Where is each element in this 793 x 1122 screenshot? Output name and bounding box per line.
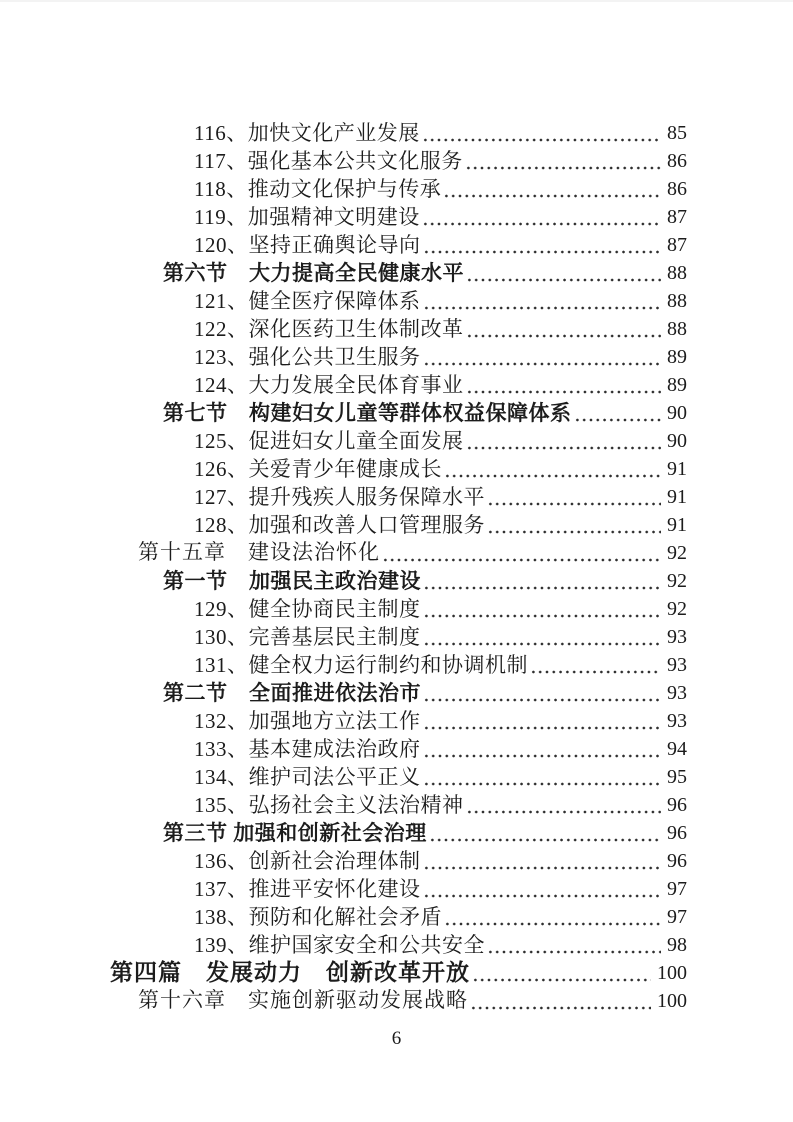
toc-entry bbox=[110, 455, 687, 483]
toc-leader-dots bbox=[423, 707, 662, 735]
toc-page-number: 87 bbox=[667, 234, 687, 256]
toc-leader-dots bbox=[423, 679, 661, 707]
toc-leader-dots bbox=[423, 595, 662, 623]
toc-entry bbox=[110, 987, 687, 1015]
toc-entry bbox=[110, 203, 687, 231]
toc-entry bbox=[110, 651, 687, 679]
toc-leader-dots bbox=[466, 315, 662, 343]
toc-entry-text: 117、强化基本公共文化服务 bbox=[194, 149, 463, 173]
toc-entry-text: 第一节 加强民主政治建设 bbox=[163, 569, 421, 593]
toc-entry bbox=[110, 763, 687, 791]
toc-page-number: 94 bbox=[667, 738, 687, 760]
toc-entry-text: 136、创新社会治理体制 bbox=[194, 849, 421, 873]
toc-page-number: 90 bbox=[667, 402, 687, 424]
toc-entry-text: 128、加强和改善人口管理服务 bbox=[194, 513, 485, 537]
toc-entry-text: 119、加强精神文明建设 bbox=[194, 205, 420, 229]
toc-entry bbox=[110, 511, 687, 539]
toc-entry-text: 127、提升残疾人服务保障水平 bbox=[194, 485, 485, 509]
toc-leader-dots bbox=[423, 231, 662, 259]
toc-entry bbox=[110, 819, 687, 847]
toc-entry bbox=[110, 931, 687, 959]
toc-leader-dots bbox=[487, 931, 661, 959]
toc-page-number: 97 bbox=[667, 878, 687, 900]
toc-entry-text: 116、加快文化产业发展 bbox=[194, 121, 420, 145]
footer-page-number: 6 bbox=[391, 1028, 402, 1049]
toc-entry-text: 135、弘扬社会主义法治精神 bbox=[194, 793, 464, 817]
toc-entry-text: 第二节 全面推进依法治市 bbox=[163, 681, 421, 705]
toc-page-number: 86 bbox=[667, 150, 687, 172]
toc-entry-text: 第四篇 发展动力 创新改革开放 bbox=[110, 960, 470, 985]
toc-page-number: 91 bbox=[667, 486, 687, 508]
toc-leader-dots bbox=[422, 119, 661, 147]
toc-entry-text: 126、关爱青少年健康成长 bbox=[194, 457, 442, 481]
toc-leader-dots bbox=[423, 763, 662, 791]
toc-leader-dots bbox=[429, 819, 661, 847]
toc-page-number: 89 bbox=[667, 346, 687, 368]
toc-leader-dots bbox=[466, 791, 662, 819]
toc-entry-text: 134、维护司法公平正义 bbox=[194, 765, 421, 789]
toc-leader-dots bbox=[530, 651, 661, 679]
toc-page-number: 96 bbox=[667, 822, 687, 844]
toc-entry bbox=[110, 959, 687, 987]
toc-entry bbox=[110, 259, 687, 287]
toc-entry bbox=[110, 567, 687, 595]
toc-leader-dots bbox=[423, 623, 662, 651]
toc-leader-dots bbox=[382, 539, 661, 567]
toc-page-number: 96 bbox=[667, 850, 687, 872]
toc-page-number: 90 bbox=[667, 430, 687, 452]
toc-leader-dots bbox=[423, 287, 662, 315]
toc-entry-text: 130、完善基层民主制度 bbox=[194, 625, 421, 649]
toc-entry-text: 第六节 大力提高全民健康水平 bbox=[163, 261, 464, 285]
toc-entry-text: 118、推动文化保护与传承 bbox=[194, 177, 442, 201]
toc-entry bbox=[110, 315, 687, 343]
toc-page-number: 88 bbox=[667, 262, 687, 284]
toc-entry-text: 123、强化公共卫生服务 bbox=[194, 345, 421, 369]
toc-entry bbox=[110, 791, 687, 819]
toc-page-number: 92 bbox=[667, 542, 687, 564]
toc-entry bbox=[110, 343, 687, 371]
toc-leader-dots bbox=[423, 735, 662, 763]
toc-entry-text: 第七节 构建妇女儿童等群体权益保障体系 bbox=[163, 401, 572, 425]
toc-entry-text: 129、健全协商民主制度 bbox=[194, 597, 421, 621]
toc-entry-text: 第三节 加强和创新社会治理 bbox=[163, 821, 427, 845]
toc-entry-text: 125、促进妇女儿童全面发展 bbox=[194, 429, 464, 453]
toc-entry bbox=[110, 427, 687, 455]
toc-page-number: 88 bbox=[667, 318, 687, 340]
toc-leader-dots bbox=[466, 371, 662, 399]
toc-page-number: 98 bbox=[667, 934, 687, 956]
toc-leader-dots bbox=[465, 147, 661, 175]
toc-page-number: 95 bbox=[667, 766, 687, 788]
toc-entry-text: 138、预防和化解社会矛盾 bbox=[194, 905, 442, 929]
toc-page-number: 91 bbox=[667, 458, 687, 480]
toc-entry bbox=[110, 875, 687, 903]
toc-page-number: 89 bbox=[667, 374, 687, 396]
toc-page-number: 96 bbox=[667, 794, 687, 816]
toc-leader-dots bbox=[487, 511, 661, 539]
toc-entry-text: 131、健全权力运行制约和协调机制 bbox=[194, 653, 528, 677]
toc-page-number: 100 bbox=[657, 962, 687, 984]
toc-entry bbox=[110, 231, 687, 259]
toc-page-number: 92 bbox=[667, 598, 687, 620]
toc-page-number: 93 bbox=[667, 626, 687, 648]
toc-leader-dots bbox=[443, 175, 661, 203]
toc-entry bbox=[110, 595, 687, 623]
toc-page-number: 100 bbox=[657, 990, 687, 1012]
toc-entry bbox=[110, 399, 687, 427]
toc-entry bbox=[110, 679, 687, 707]
toc-page-number: 86 bbox=[667, 178, 687, 200]
toc-page-number: 93 bbox=[667, 654, 687, 676]
toc-entry-text: 132、加强地方立法工作 bbox=[194, 709, 421, 733]
toc-entry bbox=[110, 119, 687, 147]
toc-page-number: 92 bbox=[667, 570, 687, 592]
toc-entry-text: 122、深化医药卫生体制改革 bbox=[194, 317, 464, 341]
toc-entry bbox=[110, 483, 687, 511]
toc-page-number: 88 bbox=[667, 290, 687, 312]
toc-list bbox=[110, 119, 687, 1015]
toc-page-number: 91 bbox=[667, 514, 687, 536]
toc-entry bbox=[110, 147, 687, 175]
toc-leader-dots bbox=[422, 203, 661, 231]
toc-entry bbox=[110, 847, 687, 875]
toc-leader-dots bbox=[423, 343, 662, 371]
toc-entry bbox=[110, 175, 687, 203]
toc-entry bbox=[110, 735, 687, 763]
toc-entry bbox=[110, 903, 687, 931]
toc-entry-text: 120、坚持正确舆论导向 bbox=[194, 233, 421, 257]
toc-entry-text: 124、大力发展全民体育事业 bbox=[194, 373, 464, 397]
toc-entry-text: 第十六章 实施创新驱动发展战略 bbox=[138, 989, 468, 1012]
toc-leader-dots bbox=[574, 399, 662, 427]
toc-entry bbox=[110, 371, 687, 399]
toc-entry bbox=[110, 287, 687, 315]
toc-page-number: 87 bbox=[667, 206, 687, 228]
toc-leader-dots bbox=[472, 959, 651, 987]
toc-leader-dots bbox=[444, 903, 661, 931]
toc-entry-text: 121、健全医疗保障体系 bbox=[194, 289, 421, 313]
toc-page-number: 93 bbox=[667, 710, 687, 732]
toc-entry-text: 133、基本建成法治政府 bbox=[194, 737, 421, 761]
toc-leader-dots bbox=[423, 567, 661, 595]
toc-entry bbox=[110, 623, 687, 651]
toc-leader-dots bbox=[470, 987, 651, 1015]
toc-entry bbox=[110, 707, 687, 735]
toc-leader-dots bbox=[444, 455, 661, 483]
toc-leader-dots bbox=[466, 427, 662, 455]
toc-page-number: 93 bbox=[667, 682, 687, 704]
toc-entry-text: 139、维护国家安全和公共安全 bbox=[194, 933, 485, 957]
toc-entry-text: 第十五章 建设法治怀化 bbox=[138, 541, 380, 564]
toc-page-number: 97 bbox=[667, 906, 687, 928]
page-footer bbox=[0, 1028, 793, 1050]
toc-entry bbox=[110, 539, 687, 567]
toc-leader-dots bbox=[423, 847, 662, 875]
toc-page-number: 85 bbox=[667, 122, 687, 144]
toc-entry-text: 137、推进平安怀化建设 bbox=[194, 877, 421, 901]
toc-leader-dots bbox=[466, 259, 661, 287]
toc-leader-dots bbox=[423, 875, 662, 903]
toc-leader-dots bbox=[487, 483, 661, 511]
